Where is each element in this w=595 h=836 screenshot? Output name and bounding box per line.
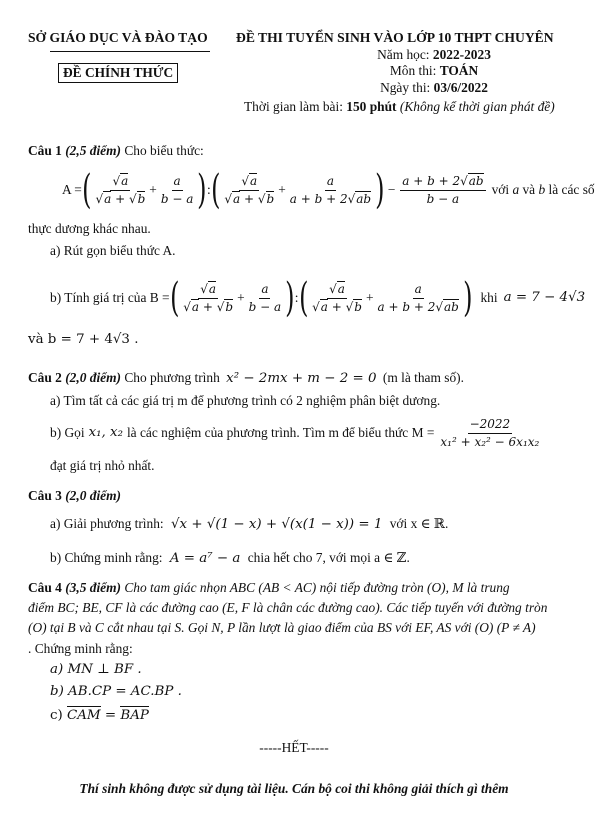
- q1-condition-line2: thực dương khác nhau.: [28, 221, 151, 236]
- q1-part-b-line2: và b = 7 + 4√3 .: [28, 332, 139, 347]
- official-stamp: ĐỀ CHÍNH THỨC: [58, 63, 178, 83]
- paren-open: (: [81, 167, 92, 213]
- q3-part-b: b) Chứng minh rằng: A = a⁷ − a chia hết cho 7, với mọi a ∈ ℤ.: [50, 550, 410, 566]
- frac-sqrt-a: $\frac{√a}{√a + √b}$: [95, 173, 146, 206]
- school-year-line: Năm học: 2022-2023: [377, 47, 491, 62]
- department-name: SỞ GIÁO DỤC VÀ ĐÀO TẠO: [28, 30, 208, 45]
- q4-line1: Câu 4 (3,5 điểm) Cho tam giác nhọn ABC (AB < AC) nội tiếp đường tròn (O), M là trung: [28, 580, 510, 595]
- q1-part-a: a) Rút gọn biểu thức A.: [50, 243, 176, 258]
- exam-title: ĐỀ THI TUYỂN SINH VÀO LỚP 10 THPT CHUYÊN: [236, 30, 554, 45]
- q4-line2: điểm BC; BE, CF là các đường cao (E, F là chân các đường cao). Các tiếp tuyến với đường tròn: [28, 600, 548, 615]
- q3-part-a: a) Giải phương trình: √x + √(1 − x) + √(x(1 − x)) = 1 với x ∈ ℝ.: [50, 516, 449, 532]
- header-rule: [50, 51, 210, 52]
- angle-bap: BAP: [120, 708, 149, 723]
- q4-part-a: a) MN ⊥ BF .: [50, 662, 142, 677]
- q2-part-a: a) Tìm tất cả các giá trị m để phương trình có 2 nghiệm phân biệt dương.: [50, 393, 441, 408]
- footer-note: Thí sinh không được sử dụng tài liệu. Cán bộ coi thi không giải thích gì thêm: [79, 781, 509, 796]
- q2-heading: Câu 2 (2,0 điểm) Cho phương trình x² − 2mx + m − 2 = 0 (m là tham số).: [28, 370, 464, 386]
- subject-line: Môn thi: TOÁN: [389, 63, 479, 78]
- angle-cam: CAM: [66, 708, 101, 723]
- q4-line4: . Chứng minh rằng:: [28, 641, 133, 656]
- q4-line3: (O) tại B và C cắt nhau tại S. Gọi N, P lần lượt là giao điểm của BS với EF, AS với (O) (P ≠ A): [28, 620, 536, 635]
- q1-expression-a: A = ( $\frac{√a}{√a + √b}$ + $\frac{a}{b - a}$ ) : ( $\frac{√a}{√a + √b}$ + $\frac{a}{a + b + 2√ab}$ ) − $\frac{a + b + 2√ab}{b - a}$ với a và b là các số: [62, 167, 595, 213]
- end-mark: -----HẾT-----: [259, 740, 329, 755]
- q1-condition: với a và b là các số: [491, 181, 595, 197]
- time-line: Thời gian làm bài: 150 phút (Không kể thời gian phát đề): [244, 99, 555, 114]
- q1-part-b: b) Tính giá trị của B = ( $\frac{√a}{√a + √b}$ + $\frac{a}{b - a}$ ) : ( $\frac{√a}{√a + √b}$ + $\frac{a}{a + b + 2√ab}$ ) khi a = 7 − 4√3: [50, 275, 586, 321]
- q2-part-b: b) Gọi x₁, x₂ là các nghiệm của phương trình. Tìm m để biểu thức M = $\frac{-2022}{\text{x₁² + x₂² − 6x₁x₂}}$: [50, 416, 540, 449]
- frac-a-over-b-minus-a: $\frac{a}{b - a}$: [160, 173, 194, 206]
- q2-fraction-m: $\frac{-2022}{\text{x₁² + x₂² − 6x₁x₂}}$: [440, 416, 540, 449]
- date-line: Ngày thi: 03/6/2022: [380, 80, 488, 95]
- q2-part-b-line2: đạt giá trị nhỏ nhất.: [50, 458, 155, 473]
- q1-heading: Câu 1 (2,5 điểm) Cho biểu thức:: [28, 143, 204, 158]
- q3-heading: Câu 3 (2,0 điểm): [28, 488, 121, 503]
- q4-part-b: b) AB.CP = AC.BP .: [50, 684, 182, 699]
- q4-part-c: c) CAM = BAP: [50, 708, 149, 723]
